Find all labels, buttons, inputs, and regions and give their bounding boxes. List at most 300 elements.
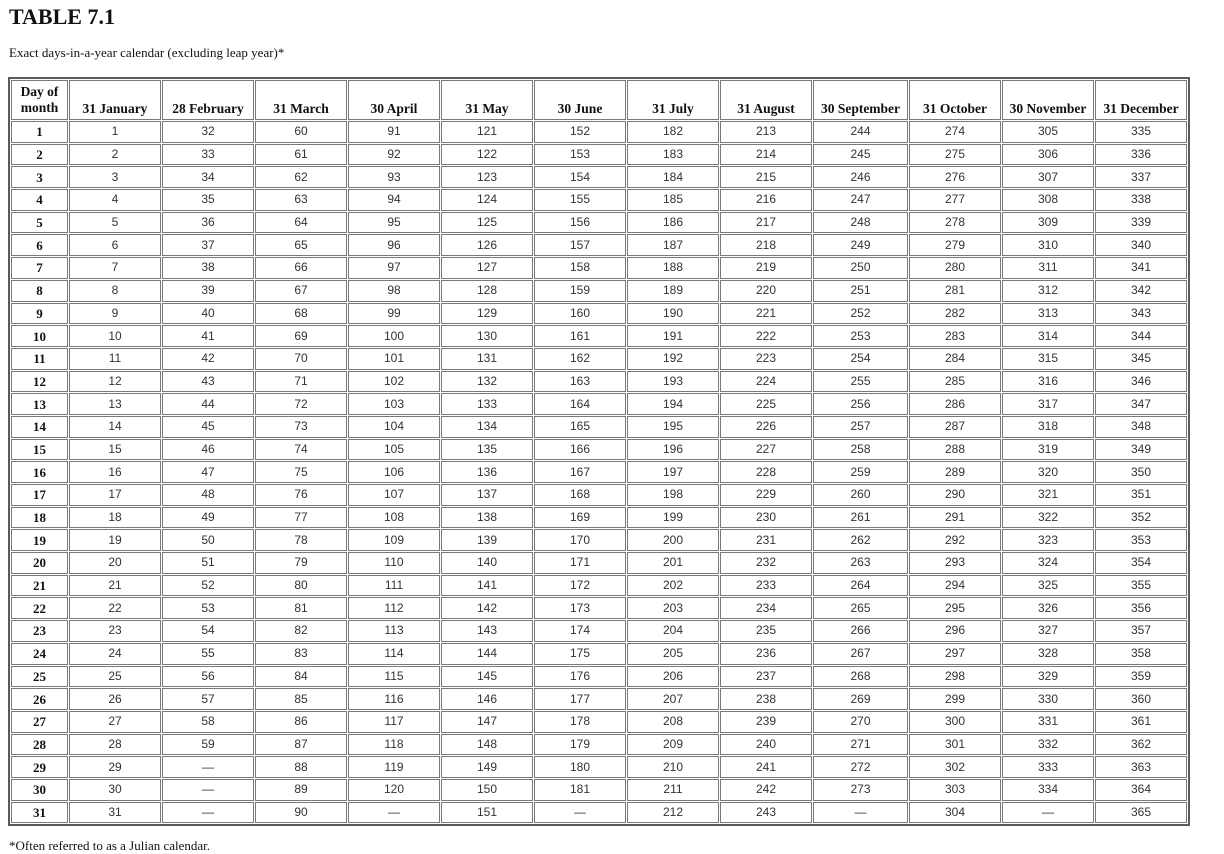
- day-of-year-cell: 114: [348, 643, 440, 665]
- day-of-year-cell: 243: [720, 802, 812, 824]
- day-of-year-cell: 358: [1095, 643, 1187, 665]
- day-of-year-cell: 173: [534, 597, 626, 619]
- day-of-year-cell: 103: [348, 393, 440, 415]
- day-of-year-cell: 94: [348, 189, 440, 211]
- day-of-year-cell: 170: [534, 529, 626, 551]
- day-of-year-cell: 255: [813, 371, 908, 393]
- table-body: [11, 121, 1187, 823]
- day-of-year-cell: 206: [627, 666, 719, 688]
- day-of-year-cell: 8: [69, 280, 161, 302]
- day-of-year-cell: 278: [909, 212, 1001, 234]
- day-of-year-cell: 322: [1002, 507, 1094, 529]
- day-of-year-cell: 297: [909, 643, 1001, 665]
- day-of-year-cell: 275: [909, 144, 1001, 166]
- day-of-year-cell: 90: [255, 802, 347, 824]
- day-number-cell: 9: [11, 303, 68, 325]
- day-of-year-cell: 256: [813, 393, 908, 415]
- table-title: TABLE 7.1: [9, 4, 115, 29]
- day-number-cell: 28: [11, 734, 68, 756]
- day-of-year-cell: 168: [534, 484, 626, 506]
- day-of-year-cell: 245: [813, 144, 908, 166]
- day-of-year-cell: 78: [255, 529, 347, 551]
- day-of-year-cell: 97: [348, 257, 440, 279]
- day-of-year-cell: 284: [909, 348, 1001, 370]
- day-of-year-cell: 257: [813, 416, 908, 438]
- month-header: 30 June: [534, 80, 626, 120]
- day-of-year-cell: 155: [534, 189, 626, 211]
- day-of-year-cell: 286: [909, 393, 1001, 415]
- day-of-year-cell: 247: [813, 189, 908, 211]
- day-of-year-cell: 304: [909, 802, 1001, 824]
- day-of-year-cell: 222: [720, 325, 812, 347]
- day-of-year-cell: 175: [534, 643, 626, 665]
- day-of-year-cell: 157: [534, 234, 626, 256]
- day-of-year-cell: 209: [627, 734, 719, 756]
- day-number-cell: 3: [11, 166, 68, 188]
- day-of-year-cell: 48: [162, 484, 254, 506]
- day-of-year-cell: 56: [162, 666, 254, 688]
- day-of-year-cell: 216: [720, 189, 812, 211]
- day-of-year-cell: 164: [534, 393, 626, 415]
- day-number-cell: 17: [11, 484, 68, 506]
- day-number-cell: 21: [11, 575, 68, 597]
- day-of-year-cell: 163: [534, 371, 626, 393]
- day-of-year-cell: 194: [627, 393, 719, 415]
- day-of-year-cell: 260: [813, 484, 908, 506]
- day-of-year-cell: 230: [720, 507, 812, 529]
- day-of-year-cell: 310: [1002, 234, 1094, 256]
- day-of-year-cell: 14: [69, 416, 161, 438]
- day-of-year-cell: 64: [255, 212, 347, 234]
- day-of-year-cell: 20: [69, 552, 161, 574]
- day-of-year-cell: 12: [69, 371, 161, 393]
- day-of-year-cell: 359: [1095, 666, 1187, 688]
- day-of-year-cell: 281: [909, 280, 1001, 302]
- day-number-cell: 22: [11, 597, 68, 619]
- day-number-cell: 23: [11, 620, 68, 642]
- day-of-year-cell: 295: [909, 597, 1001, 619]
- month-header: 31 October: [909, 80, 1001, 120]
- table-row: [11, 303, 1187, 325]
- day-of-year-cell: 55: [162, 643, 254, 665]
- day-of-year-cell: 330: [1002, 688, 1094, 710]
- day-of-year-cell: 115: [348, 666, 440, 688]
- day-of-year-cell: 132: [441, 371, 533, 393]
- day-of-year-cell: 211: [627, 779, 719, 801]
- day-of-year-cell: 316: [1002, 371, 1094, 393]
- day-of-year-cell: 141: [441, 575, 533, 597]
- day-of-year-cell: 293: [909, 552, 1001, 574]
- table-row: [11, 507, 1187, 529]
- day-of-year-cell: 42: [162, 348, 254, 370]
- day-of-year-cell: 136: [441, 461, 533, 483]
- day-of-year-cell: 306: [1002, 144, 1094, 166]
- day-of-year-cell: 326: [1002, 597, 1094, 619]
- day-of-year-cell: 272: [813, 756, 908, 778]
- day-of-year-cell: 124: [441, 189, 533, 211]
- day-of-year-cell: 117: [348, 711, 440, 733]
- day-of-year-cell: 215: [720, 166, 812, 188]
- day-of-year-cell: 162: [534, 348, 626, 370]
- day-of-year-cell: 142: [441, 597, 533, 619]
- day-of-year-cell: 361: [1095, 711, 1187, 733]
- day-of-year-cell: 347: [1095, 393, 1187, 415]
- day-number-cell: 19: [11, 529, 68, 551]
- day-number-cell: 25: [11, 666, 68, 688]
- month-header: 31 August: [720, 80, 812, 120]
- day-of-year-cell: 5: [69, 212, 161, 234]
- day-of-year-cell: 62: [255, 166, 347, 188]
- day-of-year-cell: 323: [1002, 529, 1094, 551]
- day-number-cell: 24: [11, 643, 68, 665]
- day-of-year-cell: 248: [813, 212, 908, 234]
- table-row: [11, 234, 1187, 256]
- day-of-year-cell: 81: [255, 597, 347, 619]
- day-of-year-cell: 180: [534, 756, 626, 778]
- day-of-year-cell: 250: [813, 257, 908, 279]
- day-of-year-cell: 357: [1095, 620, 1187, 642]
- empty-day-cell: —: [162, 756, 254, 778]
- day-of-year-cell: 353: [1095, 529, 1187, 551]
- day-of-year-cell: 24: [69, 643, 161, 665]
- day-of-year-cell: 28: [69, 734, 161, 756]
- day-of-year-cell: 324: [1002, 552, 1094, 574]
- day-number-cell: 13: [11, 393, 68, 415]
- day-of-year-cell: 251: [813, 280, 908, 302]
- day-of-year-cell: 218: [720, 234, 812, 256]
- day-of-year-cell: 99: [348, 303, 440, 325]
- day-of-year-cell: 149: [441, 756, 533, 778]
- day-of-year-cell: 32: [162, 121, 254, 143]
- day-of-year-cell: 106: [348, 461, 440, 483]
- day-of-year-cell: 318: [1002, 416, 1094, 438]
- day-of-year-cell: 289: [909, 461, 1001, 483]
- day-of-year-cell: 73: [255, 416, 347, 438]
- month-header: 31 December: [1095, 80, 1187, 120]
- day-of-year-cell: 229: [720, 484, 812, 506]
- day-of-year-cell: 233: [720, 575, 812, 597]
- days-in-year-table: [8, 77, 1190, 826]
- empty-day-cell: —: [348, 802, 440, 824]
- day-of-year-cell: 259: [813, 461, 908, 483]
- day-of-year-cell: 102: [348, 371, 440, 393]
- table-row: [11, 575, 1187, 597]
- day-of-year-cell: 84: [255, 666, 347, 688]
- day-of-year-cell: 31: [69, 802, 161, 824]
- day-of-year-cell: 43: [162, 371, 254, 393]
- day-number-cell: 1: [11, 121, 68, 143]
- day-of-year-cell: 228: [720, 461, 812, 483]
- day-of-year-cell: 19: [69, 529, 161, 551]
- day-of-year-cell: 273: [813, 779, 908, 801]
- day-of-year-cell: 352: [1095, 507, 1187, 529]
- day-number-cell: 31: [11, 802, 68, 824]
- table-row: [11, 416, 1187, 438]
- day-of-year-cell: 200: [627, 529, 719, 551]
- day-of-year-cell: 156: [534, 212, 626, 234]
- day-of-year-cell: 258: [813, 439, 908, 461]
- day-of-year-cell: 225: [720, 393, 812, 415]
- day-of-year-cell: 192: [627, 348, 719, 370]
- day-of-year-cell: 75: [255, 461, 347, 483]
- day-of-year-cell: 231: [720, 529, 812, 551]
- day-of-year-cell: 227: [720, 439, 812, 461]
- day-of-year-cell: 226: [720, 416, 812, 438]
- day-of-year-cell: 337: [1095, 166, 1187, 188]
- day-of-year-cell: 166: [534, 439, 626, 461]
- day-of-year-cell: 356: [1095, 597, 1187, 619]
- day-of-year-cell: 196: [627, 439, 719, 461]
- day-of-year-cell: 53: [162, 597, 254, 619]
- day-of-year-cell: 262: [813, 529, 908, 551]
- day-of-year-cell: 345: [1095, 348, 1187, 370]
- day-of-year-cell: 29: [69, 756, 161, 778]
- day-of-year-cell: 189: [627, 280, 719, 302]
- day-of-year-cell: 144: [441, 643, 533, 665]
- day-of-year-cell: 38: [162, 257, 254, 279]
- day-of-year-cell: 65: [255, 234, 347, 256]
- day-of-year-cell: 182: [627, 121, 719, 143]
- table-row: [11, 461, 1187, 483]
- day-of-year-cell: 321: [1002, 484, 1094, 506]
- month-header: 31 May: [441, 80, 533, 120]
- day-of-year-cell: 276: [909, 166, 1001, 188]
- day-number-cell: 6: [11, 234, 68, 256]
- day-of-year-cell: 23: [69, 620, 161, 642]
- day-of-year-cell: 191: [627, 325, 719, 347]
- day-number-cell: 8: [11, 280, 68, 302]
- day-of-year-cell: 184: [627, 166, 719, 188]
- day-of-year-cell: 288: [909, 439, 1001, 461]
- day-of-year-cell: 123: [441, 166, 533, 188]
- table-row: [11, 484, 1187, 506]
- day-of-year-cell: 52: [162, 575, 254, 597]
- day-of-year-cell: 35: [162, 189, 254, 211]
- table-row: [11, 552, 1187, 574]
- month-header: 31 July: [627, 80, 719, 120]
- day-of-year-cell: 213: [720, 121, 812, 143]
- day-of-year-cell: 121: [441, 121, 533, 143]
- day-number-cell: 18: [11, 507, 68, 529]
- day-of-year-cell: 41: [162, 325, 254, 347]
- month-header: 30 April: [348, 80, 440, 120]
- day-of-year-cell: 269: [813, 688, 908, 710]
- day-of-year-cell: 237: [720, 666, 812, 688]
- day-of-year-cell: 339: [1095, 212, 1187, 234]
- footnote: *Often referred to as a Julian calendar.: [9, 838, 211, 853]
- day-of-year-cell: 159: [534, 280, 626, 302]
- day-of-year-cell: 129: [441, 303, 533, 325]
- table-row: [11, 166, 1187, 188]
- day-of-year-cell: 210: [627, 756, 719, 778]
- day-of-year-cell: 287: [909, 416, 1001, 438]
- table-row: [11, 257, 1187, 279]
- empty-day-cell: —: [534, 802, 626, 824]
- day-of-year-cell: 47: [162, 461, 254, 483]
- day-of-year-cell: 343: [1095, 303, 1187, 325]
- day-of-year-cell: 92: [348, 144, 440, 166]
- day-of-year-cell: 187: [627, 234, 719, 256]
- day-of-year-cell: 76: [255, 484, 347, 506]
- day-of-year-cell: 350: [1095, 461, 1187, 483]
- day-number-cell: 14: [11, 416, 68, 438]
- day-of-year-cell: 21: [69, 575, 161, 597]
- day-of-year-cell: 221: [720, 303, 812, 325]
- table-row: [11, 121, 1187, 143]
- day-of-year-cell: 18: [69, 507, 161, 529]
- day-of-year-cell: 134: [441, 416, 533, 438]
- day-of-year-cell: 4: [69, 189, 161, 211]
- day-of-year-cell: 79: [255, 552, 347, 574]
- day-of-year-cell: 336: [1095, 144, 1187, 166]
- table-row: [11, 144, 1187, 166]
- day-of-year-cell: 105: [348, 439, 440, 461]
- table-row: [11, 643, 1187, 665]
- day-of-year-cell: 148: [441, 734, 533, 756]
- day-of-year-cell: 277: [909, 189, 1001, 211]
- day-of-year-cell: 203: [627, 597, 719, 619]
- table-row: [11, 212, 1187, 234]
- table-row: [11, 688, 1187, 710]
- day-of-year-cell: 11: [69, 348, 161, 370]
- day-of-year-cell: 223: [720, 348, 812, 370]
- day-of-year-cell: 232: [720, 552, 812, 574]
- day-of-year-cell: 333: [1002, 756, 1094, 778]
- table-row: [11, 439, 1187, 461]
- day-of-year-cell: 26: [69, 688, 161, 710]
- day-of-year-cell: 365: [1095, 802, 1187, 824]
- day-of-year-cell: 153: [534, 144, 626, 166]
- day-of-year-cell: 362: [1095, 734, 1187, 756]
- day-of-year-cell: 252: [813, 303, 908, 325]
- day-of-year-cell: 271: [813, 734, 908, 756]
- day-of-year-cell: 107: [348, 484, 440, 506]
- day-of-year-cell: 202: [627, 575, 719, 597]
- day-of-year-cell: 332: [1002, 734, 1094, 756]
- day-of-year-cell: 60: [255, 121, 347, 143]
- day-of-year-cell: 154: [534, 166, 626, 188]
- day-of-year-cell: 17: [69, 484, 161, 506]
- day-of-year-cell: 118: [348, 734, 440, 756]
- day-of-year-cell: 212: [627, 802, 719, 824]
- day-of-year-cell: 246: [813, 166, 908, 188]
- day-of-year-cell: 351: [1095, 484, 1187, 506]
- day-of-year-cell: 327: [1002, 620, 1094, 642]
- day-of-year-cell: 185: [627, 189, 719, 211]
- day-of-year-cell: 71: [255, 371, 347, 393]
- day-of-year-cell: 100: [348, 325, 440, 347]
- day-of-year-cell: 279: [909, 234, 1001, 256]
- day-of-year-cell: 217: [720, 212, 812, 234]
- day-of-year-cell: 253: [813, 325, 908, 347]
- day-of-year-cell: 3: [69, 166, 161, 188]
- day-of-year-cell: 165: [534, 416, 626, 438]
- table-row: [11, 597, 1187, 619]
- day-of-year-cell: 68: [255, 303, 347, 325]
- day-of-year-cell: 198: [627, 484, 719, 506]
- day-of-year-cell: 127: [441, 257, 533, 279]
- day-of-year-cell: 158: [534, 257, 626, 279]
- day-of-year-cell: 328: [1002, 643, 1094, 665]
- day-of-year-cell: 150: [441, 779, 533, 801]
- day-of-year-cell: 291: [909, 507, 1001, 529]
- day-of-year-cell: 59: [162, 734, 254, 756]
- day-of-year-cell: 125: [441, 212, 533, 234]
- day-of-year-cell: 30: [69, 779, 161, 801]
- table-subtitle: Exact days-in-a-year calendar (excluding leap year)*: [9, 45, 285, 60]
- day-of-year-cell: 67: [255, 280, 347, 302]
- day-of-year-cell: 40: [162, 303, 254, 325]
- day-of-year-cell: 152: [534, 121, 626, 143]
- day-of-year-cell: 220: [720, 280, 812, 302]
- day-of-year-cell: 172: [534, 575, 626, 597]
- day-of-year-cell: 119: [348, 756, 440, 778]
- day-of-year-cell: 183: [627, 144, 719, 166]
- empty-day-cell: —: [162, 779, 254, 801]
- day-of-year-cell: 334: [1002, 779, 1094, 801]
- day-of-year-cell: 120: [348, 779, 440, 801]
- day-of-year-cell: 80: [255, 575, 347, 597]
- day-of-year-cell: 178: [534, 711, 626, 733]
- day-of-year-cell: 355: [1095, 575, 1187, 597]
- day-of-year-cell: 193: [627, 371, 719, 393]
- day-of-year-cell: 49: [162, 507, 254, 529]
- day-of-year-cell: 285: [909, 371, 1001, 393]
- month-header: 28 February: [162, 80, 254, 120]
- day-of-year-cell: 238: [720, 688, 812, 710]
- day-of-year-cell: 181: [534, 779, 626, 801]
- day-of-year-cell: 116: [348, 688, 440, 710]
- day-of-year-cell: 36: [162, 212, 254, 234]
- day-of-year-cell: 83: [255, 643, 347, 665]
- day-of-year-cell: 207: [627, 688, 719, 710]
- table-row: [11, 371, 1187, 393]
- day-of-year-cell: 270: [813, 711, 908, 733]
- day-of-year-cell: 98: [348, 280, 440, 302]
- day-of-year-cell: 167: [534, 461, 626, 483]
- day-of-year-cell: 360: [1095, 688, 1187, 710]
- day-of-year-cell: 274: [909, 121, 1001, 143]
- day-number-cell: 5: [11, 212, 68, 234]
- day-number-cell: 2: [11, 144, 68, 166]
- day-of-year-cell: 151: [441, 802, 533, 824]
- day-of-year-cell: 319: [1002, 439, 1094, 461]
- day-number-cell: 20: [11, 552, 68, 574]
- day-of-year-cell: 201: [627, 552, 719, 574]
- day-of-year-cell: 45: [162, 416, 254, 438]
- day-of-year-cell: 86: [255, 711, 347, 733]
- day-number-cell: 12: [11, 371, 68, 393]
- day-of-year-cell: 139: [441, 529, 533, 551]
- table-row: [11, 756, 1187, 778]
- day-of-year-cell: 312: [1002, 280, 1094, 302]
- day-of-year-cell: 33: [162, 144, 254, 166]
- day-number-cell: 30: [11, 779, 68, 801]
- day-of-year-cell: 82: [255, 620, 347, 642]
- day-number-cell: 29: [11, 756, 68, 778]
- day-of-year-cell: 236: [720, 643, 812, 665]
- day-of-year-cell: 25: [69, 666, 161, 688]
- day-number-cell: 7: [11, 257, 68, 279]
- day-of-year-cell: 314: [1002, 325, 1094, 347]
- day-of-year-cell: 264: [813, 575, 908, 597]
- day-of-year-cell: 349: [1095, 439, 1187, 461]
- day-of-year-cell: 113: [348, 620, 440, 642]
- day-of-year-cell: 188: [627, 257, 719, 279]
- day-of-year-cell: 346: [1095, 371, 1187, 393]
- day-of-year-cell: 122: [441, 144, 533, 166]
- day-of-year-cell: 292: [909, 529, 1001, 551]
